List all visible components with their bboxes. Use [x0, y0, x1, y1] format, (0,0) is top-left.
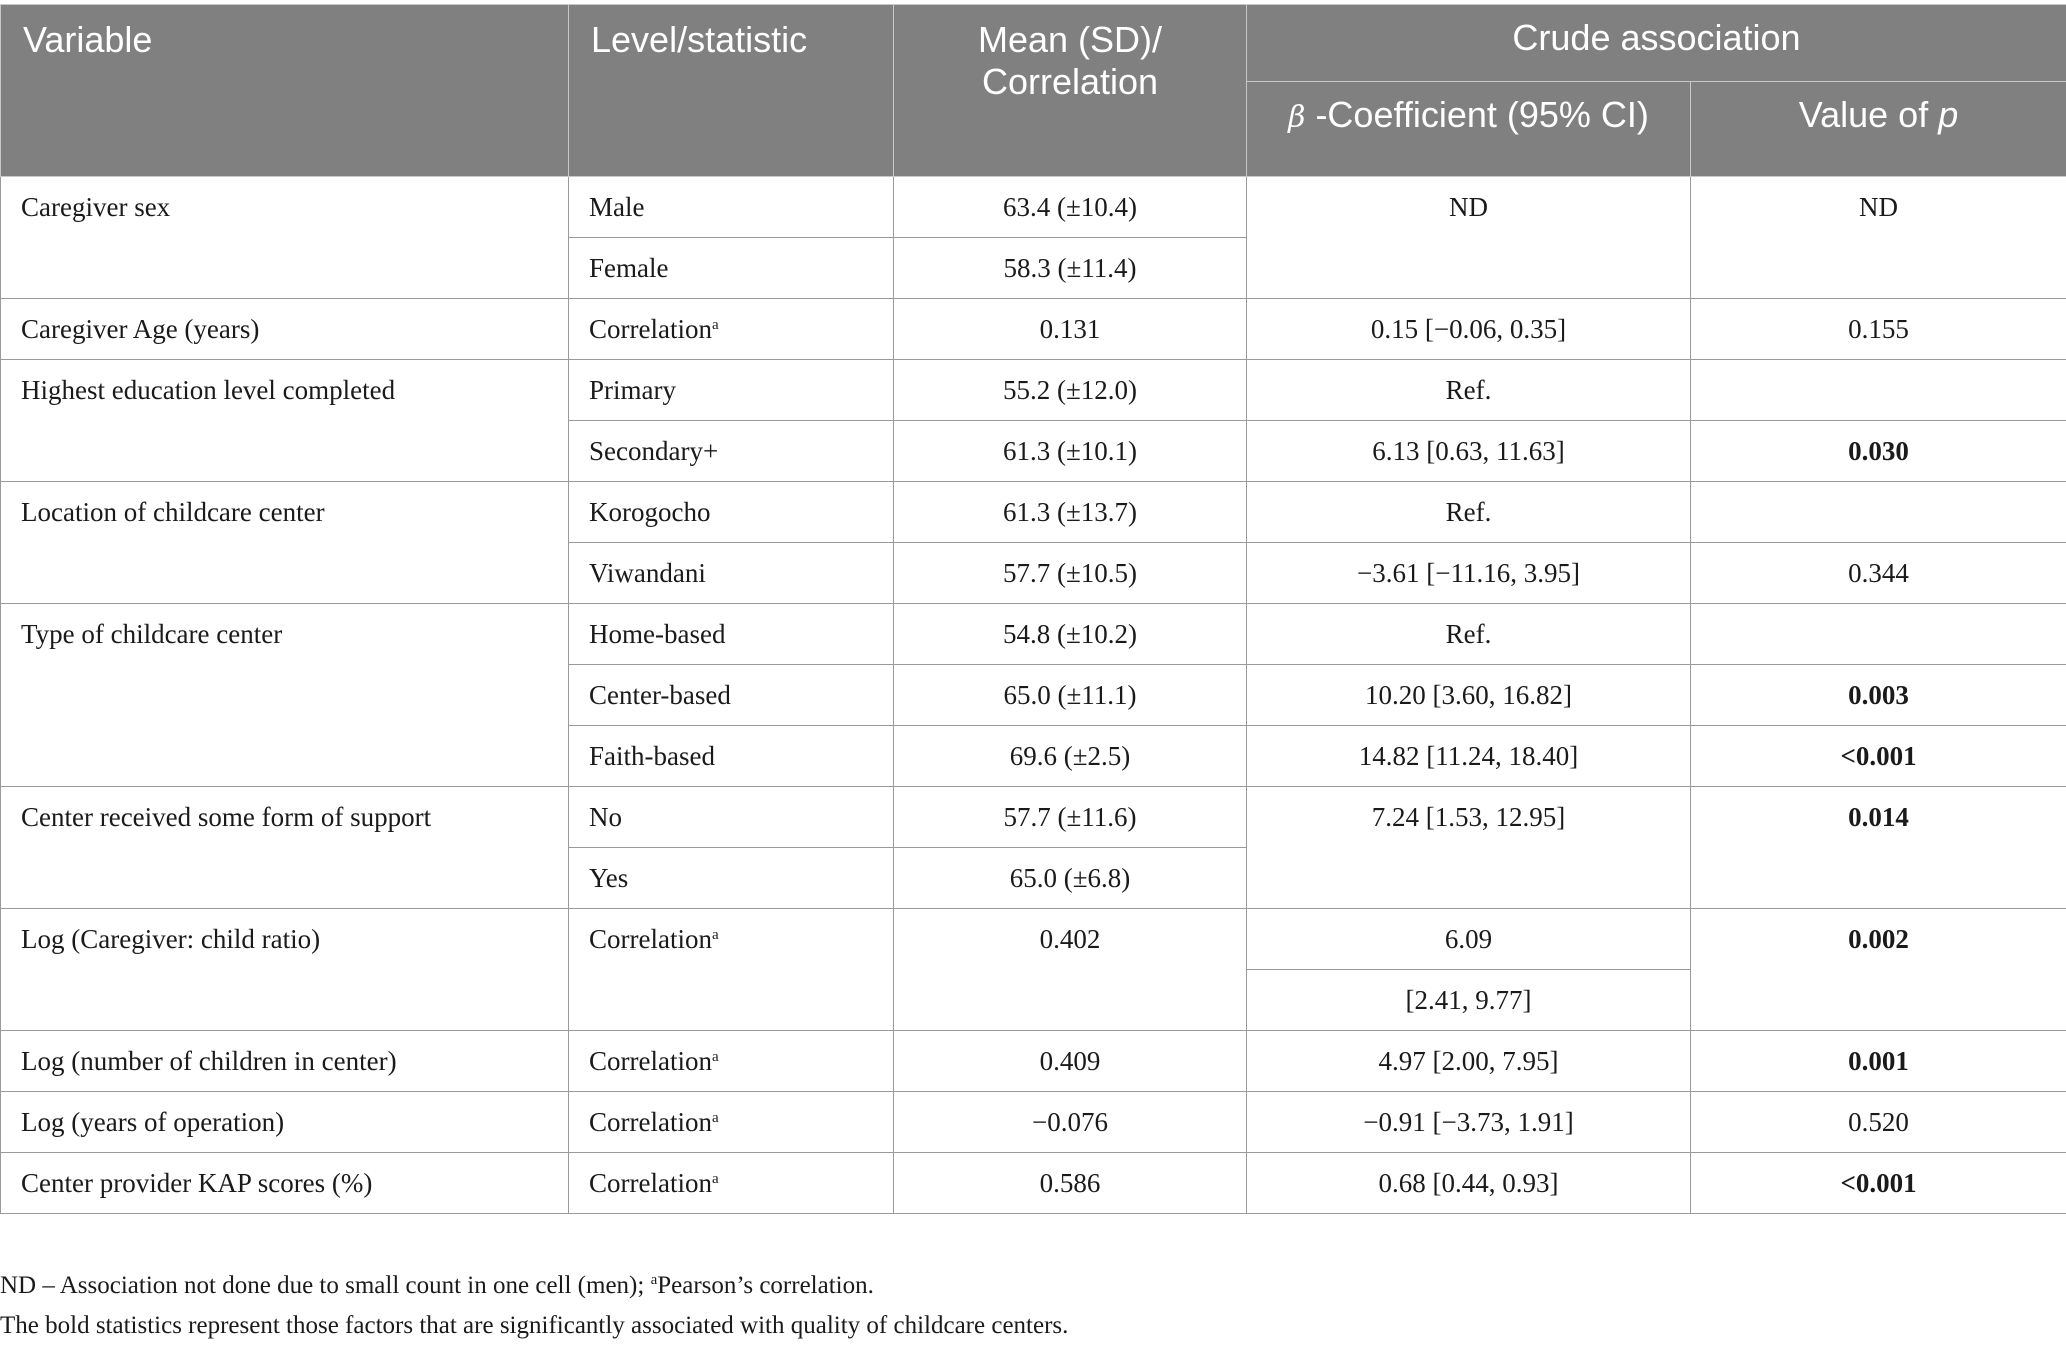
results-table-container: [0, 4, 2066, 1214]
cell-level: Secondary+: [569, 421, 894, 482]
table-row: [1, 482, 2066, 543]
cell-pvalue: [1691, 360, 2066, 421]
cell-beta: Ref.: [1247, 360, 1691, 421]
crude-association-table: [0, 4, 2066, 1214]
cell-mean: 69.6 (±2.5): [894, 726, 1247, 787]
cell-pvalue: <0.001: [1691, 1153, 2066, 1214]
cell-beta: 0.15 [−0.06, 0.35]: [1247, 299, 1691, 360]
cell-mean: 0.586: [894, 1153, 1247, 1214]
footnote-line-1: [0, 1266, 1068, 1306]
cell-pvalue: 0.014: [1691, 787, 2066, 909]
cell-mean: 54.8 (±10.2): [894, 604, 1247, 665]
cell-mean: 61.3 (±13.7): [894, 482, 1247, 543]
cell-level: [569, 1153, 894, 1214]
cell-level: Male: [569, 177, 894, 238]
p-symbol: p: [1938, 94, 1958, 135]
header-mean-line2: Correlation: [982, 61, 1158, 102]
header-level: Level/statistic: [569, 5, 894, 177]
table-row: [1, 360, 2066, 421]
cell-pvalue: 0.030: [1691, 421, 2066, 482]
cell-pvalue: 0.003: [1691, 665, 2066, 726]
table-footnotes: [0, 1266, 1068, 1346]
header-pvalue: [1691, 82, 2066, 177]
cell-level: Home-based: [569, 604, 894, 665]
header-beta-label: -Coefficient (95% CI): [1305, 94, 1648, 135]
cell-mean: 63.4 (±10.4): [894, 177, 1247, 238]
cell-level-text: Correlation: [589, 1168, 712, 1198]
cell-beta: −0.91 [−3.73, 1.91]: [1247, 1092, 1691, 1153]
cell-level: Korogocho: [569, 482, 894, 543]
cell-variable: Type of childcare center: [1, 604, 569, 787]
footnote-nd-text: ND – Association not done due to small count in one cell (men);: [0, 1272, 651, 1299]
cell-mean: 0.402: [894, 909, 1247, 1031]
cell-pvalue: <0.001: [1691, 726, 2066, 787]
header-mean-line1: Mean (SD)/: [978, 19, 1162, 60]
cell-pvalue: [1691, 604, 2066, 665]
table-row: [1, 787, 2066, 848]
table-row: [1, 1092, 2066, 1153]
table-row: [1, 1153, 2066, 1214]
footnote-marker: a: [712, 927, 719, 943]
cell-pvalue: 0.001: [1691, 1031, 2066, 1092]
beta-symbol: β: [1288, 100, 1305, 135]
cell-variable: Center received some form of support: [1, 787, 569, 909]
cell-level: [569, 299, 894, 360]
cell-level: Female: [569, 238, 894, 299]
cell-mean: 57.7 (±11.6): [894, 787, 1247, 848]
cell-variable: Log (years of operation): [1, 1092, 569, 1153]
cell-mean: 57.7 (±10.5): [894, 543, 1247, 604]
cell-beta: 7.24 [1.53, 12.95]: [1247, 787, 1691, 909]
footnote-marker: a: [712, 1171, 719, 1187]
cell-beta: 0.68 [0.44, 0.93]: [1247, 1153, 1691, 1214]
table-row: [1, 299, 2066, 360]
cell-beta: Ref.: [1247, 482, 1691, 543]
header-pvalue-label: Value of: [1799, 94, 1938, 135]
cell-beta: Ref.: [1247, 604, 1691, 665]
table-row: [1, 909, 2066, 970]
cell-variable: Caregiver Age (years): [1, 299, 569, 360]
cell-beta: −3.61 [−11.16, 3.95]: [1247, 543, 1691, 604]
footnote-marker: a: [712, 317, 719, 333]
footnote-pearson-text: Pearson’s correlation.: [657, 1272, 874, 1299]
cell-pvalue: [1691, 482, 2066, 543]
cell-pvalue: 0.344: [1691, 543, 2066, 604]
cell-pvalue: 0.155: [1691, 299, 2066, 360]
cell-level: Yes: [569, 848, 894, 909]
cell-beta: 6.09: [1247, 909, 1691, 970]
cell-variable: Log (number of children in center): [1, 1031, 569, 1092]
cell-variable: Center provider KAP scores (%): [1, 1153, 569, 1214]
table-header: [1, 5, 2066, 177]
cell-pvalue: ND: [1691, 177, 2066, 299]
cell-level: [569, 909, 894, 1031]
cell-variable: Location of childcare center: [1, 482, 569, 604]
header-crude-association: Crude association: [1247, 5, 2066, 82]
cell-mean: 61.3 (±10.1): [894, 421, 1247, 482]
cell-pvalue: 0.002: [1691, 909, 2066, 1031]
cell-beta: ND: [1247, 177, 1691, 299]
cell-mean: 0.131: [894, 299, 1247, 360]
header-mean: [894, 5, 1247, 177]
cell-level: Center-based: [569, 665, 894, 726]
cell-mean: 65.0 (±11.1): [894, 665, 1247, 726]
cell-beta: 4.97 [2.00, 7.95]: [1247, 1031, 1691, 1092]
cell-beta: 14.82 [11.24, 18.40]: [1247, 726, 1691, 787]
cell-mean: 65.0 (±6.8): [894, 848, 1247, 909]
cell-level-text: Correlation: [589, 924, 712, 954]
header-variable: Variable: [1, 5, 569, 177]
cell-beta-ci: [2.41, 9.77]: [1247, 970, 1691, 1031]
cell-variable: Highest education level completed: [1, 360, 569, 482]
cell-level: Faith-based: [569, 726, 894, 787]
cell-variable: Caregiver sex: [1, 177, 569, 299]
cell-level: Viwandani: [569, 543, 894, 604]
cell-level-text: Correlation: [589, 1107, 712, 1137]
cell-level: [569, 1031, 894, 1092]
footnote-marker: a: [651, 1272, 658, 1288]
table-row: [1, 1031, 2066, 1092]
cell-level: Primary: [569, 360, 894, 421]
cell-level-text: Correlation: [589, 314, 712, 344]
footnote-marker: a: [712, 1049, 719, 1065]
cell-variable: Log (Caregiver: child ratio): [1, 909, 569, 1031]
table-body: [1, 177, 2066, 1214]
cell-mean: 55.2 (±12.0): [894, 360, 1247, 421]
header-beta: [1247, 82, 1691, 177]
cell-level: [569, 1092, 894, 1153]
cell-level: No: [569, 787, 894, 848]
cell-level-text: Correlation: [589, 1046, 712, 1076]
cell-pvalue: 0.520: [1691, 1092, 2066, 1153]
table-row: [1, 177, 2066, 238]
table-row: [1, 604, 2066, 665]
cell-mean: −0.076: [894, 1092, 1247, 1153]
cell-mean: 58.3 (±11.4): [894, 238, 1247, 299]
footnote-marker: a: [712, 1110, 719, 1126]
cell-mean: 0.409: [894, 1031, 1247, 1092]
footnote-line-2: The bold statistics represent those factors that are significantly associated with quality of childcare centers.: [0, 1306, 1068, 1346]
cell-beta: 10.20 [3.60, 16.82]: [1247, 665, 1691, 726]
cell-beta: 6.13 [0.63, 11.63]: [1247, 421, 1691, 482]
